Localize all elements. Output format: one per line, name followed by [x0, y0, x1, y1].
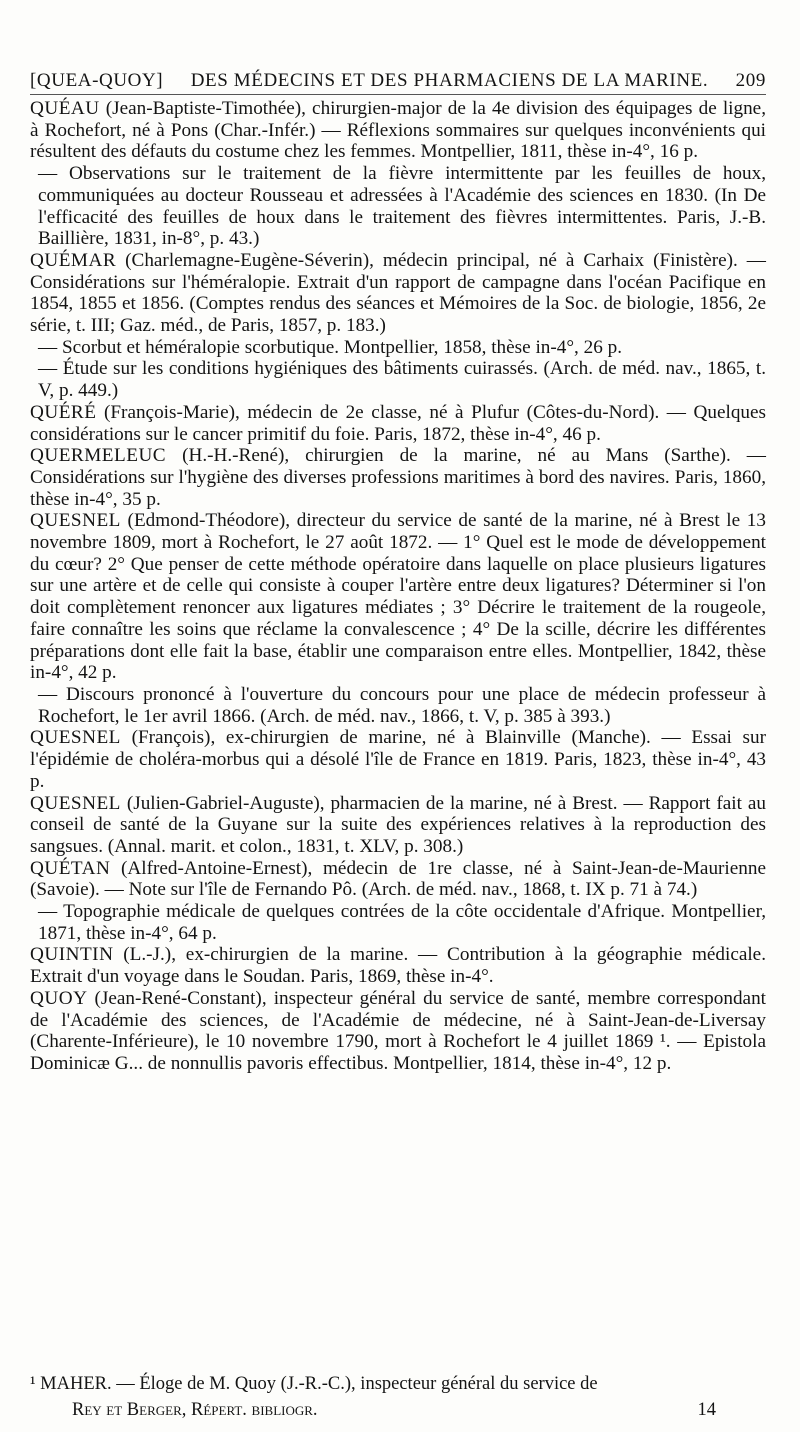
- entry-text: — Étude sur les conditions hygiéniques des bâtiments cuirassés. (Arch. de méd. nav., 1865, t. V, p. 449.): [38, 358, 766, 402]
- entry-text: (François), ex-chirurgien de marine, né à Blainville (Manche). — Essai sur l'épidémie de choléra-morbus qui a désolé l'île de France en 1819. Paris, 1823, thèse in-4°, 43 p.: [30, 727, 766, 792]
- entry-quetan: [30, 858, 766, 901]
- footnote: ¹ MAHER. — Éloge de M. Quoy (J.-R.-C.), inspecteur général du service de: [30, 1374, 598, 1394]
- entry-quesnel-edmond-cont: [30, 684, 766, 727]
- entry-quesnel-edmond: [30, 510, 766, 684]
- entry-queau-cont: [30, 163, 766, 250]
- entries-list: [30, 98, 766, 1075]
- entry-quetan-cont: [30, 901, 766, 944]
- entry-text: (Julien-Gabriel-Auguste), pharmacien de la marine, né à Brest. — Rapport fait au conseil de santé de la Guyane sur la suite des expériences relatives à la reproduction des sangsues. (Annal. marit. et colon., 1831, t. XLV, p. 308.): [30, 792, 766, 857]
- entry-name: QUOY: [30, 987, 88, 1009]
- entry-text: (Alfred-Antoine-Ernest), médecin de 1re classe, né à Saint-Jean-de-Maurienne (Savoie). — Note sur l'île de Fernando Pô. (Arch. de méd. nav., 1868, t. IX p. 71 à 74.): [30, 857, 766, 901]
- entry-text: (L.-J.), ex-chirurgien de la marine. — Contribution à la géographie médicale. Extrait d'un voyage dans le Soudan. Paris, 1869, thèse in-4°.: [30, 944, 766, 988]
- entry-text: — Topographie médicale de quelques contrées de la côte occidentale d'Afrique. Montpellier, 1871, thèse in-4°, 64 p.: [38, 901, 766, 944]
- footer-publisher: Rey et Berger, Répert. bibliogr.: [72, 1400, 318, 1420]
- entry-name: QUESNEL: [30, 510, 121, 532]
- entry-quermeleuc: [30, 445, 766, 510]
- entry-quoy: [30, 988, 766, 1075]
- entry-text: (Charlemagne-Eugène-Séverin), médecin principal, né à Carhaix (Finistère). — Considérations sur l'héméralopie. Extrait d'un rapport de campagne dans l'océan Pacifique en 1854, 1855 et 1856. (Comptes rendus des séances et Mémoires de la Soc. de biologie, 1856, 2e série, t. III; Gaz. méd., de Paris, 1857, p. 183.): [30, 249, 766, 337]
- entry-name: QUESNEL: [30, 727, 121, 749]
- entry-text: (Jean-René-Constant), inspecteur général du service de santé, membre correspondant de l'Académie des sciences, de l'Académie de médecine, né à Saint-Jean-de-Liversay (Charente-Inférieure), le 10 novembre 1790, mort à Rochefort le 4 juillet 1869 ¹. — Epistola Dominicæ G... de nonnullis pavoris effectibus. Montpellier, 1814, thèse in-4°, 12 p.: [30, 987, 766, 1074]
- entry-text: — Observations sur le traitement de la fièvre intermittente par les feuilles de houx, communiquées au docteur Rousseau et adressées à l'Académie des sciences en 1830. (In De l'efficacité des feuilles de houx dans le traitement des fièvres intermittentes. Paris, J.-B. Baillière, 1831, in-8°, p. 43.): [38, 163, 766, 250]
- entry-name: QUERMELEUC: [30, 445, 167, 467]
- entry-quesnel-francois: [30, 727, 766, 792]
- entry-text: (Jean-Baptiste-Timothée), chirurgien-major de la 4e division des équipages de ligne, à Rochefort, né à Pons (Char.-Infér.) — Réflexions sommaires sur quelques inconvénients qui résultent des défauts du costume chez les femmes. Montpellier, 1811, thèse in-4°, 16 p.: [30, 98, 766, 163]
- entry-name: QUÉMAR: [30, 249, 117, 271]
- header-title: DES MÉDECINS ET DES PHARMACIENS DE LA MARINE.: [190, 70, 709, 91]
- entry-queau: [30, 98, 766, 163]
- entry-quesnel-julien: [30, 793, 766, 858]
- entry-quere: [30, 402, 766, 445]
- entry-name: QUÉAU: [30, 98, 100, 119]
- entry-name: QUÉTAN: [30, 857, 111, 879]
- page-number: 209: [735, 70, 766, 91]
- entry-quemar-cont-2: [30, 358, 766, 401]
- entry-text: — Discours prononcé à l'ouverture du concours pour une place de médecin professeur à Rochefort, le 1er avril 1866. (Arch. de méd. nav., 1866, t. V, p. 385 à 393.): [38, 683, 766, 727]
- entry-name: QUÉRÉ: [30, 401, 97, 423]
- running-header: [30, 70, 766, 95]
- footer-signature: 14: [697, 1400, 716, 1420]
- page-footer: [72, 1400, 716, 1421]
- entry-quintin: [30, 944, 766, 987]
- entry-text: — Scorbut et héméralopie scorbutique. Montpellier, 1858, thèse in-4°, 26 p.: [38, 336, 623, 358]
- entry-text: (François-Marie), médecin de 2e classe, né à Plufur (Côtes-du-Nord). — Quelques considérations sur le cancer primitif du foie. Paris, 1872, thèse in-4°, 46 p.: [30, 401, 766, 445]
- entry-text: (H.-H.-René), chirurgien de la marine, né au Mans (Sarthe). — Considérations sur l'hygiène des diverses professions maritimes à bord des navires. Paris, 1860, thèse in-4°, 35 p.: [30, 445, 766, 510]
- entry-quemar-cont-1: [30, 337, 766, 359]
- header-range: [QUEA-QUOY]: [30, 70, 164, 91]
- entry-quemar: [30, 250, 766, 337]
- entry-name: QUESNEL: [30, 792, 121, 814]
- entry-name: QUINTIN: [30, 944, 114, 966]
- entry-text: (Edmond-Théodore), directeur du service de santé de la marine, né à Brest le 13 novembre 1809, mort à Rochefort, le 27 août 1872. — 1° Quel est le mode de développement du cœur? 2° Que penser de cette méthode opératoire dans laquelle on place plusieurs ligatures sur une artère et de celle qui consiste à couper l'artère entre deux ligatures? Déterminer si l'on doit complètement renoncer aux ligatures médiates ; 3° Décrire le traitement de la rougeole, faire connaître les soins que réclame la convalescence ; 4° De la scille, décrire les différentes préparations dont elle fait la base, établir une comparaison entre elles. Montpellier, 1842, thèse in-4°, 42 p.: [30, 510, 766, 684]
